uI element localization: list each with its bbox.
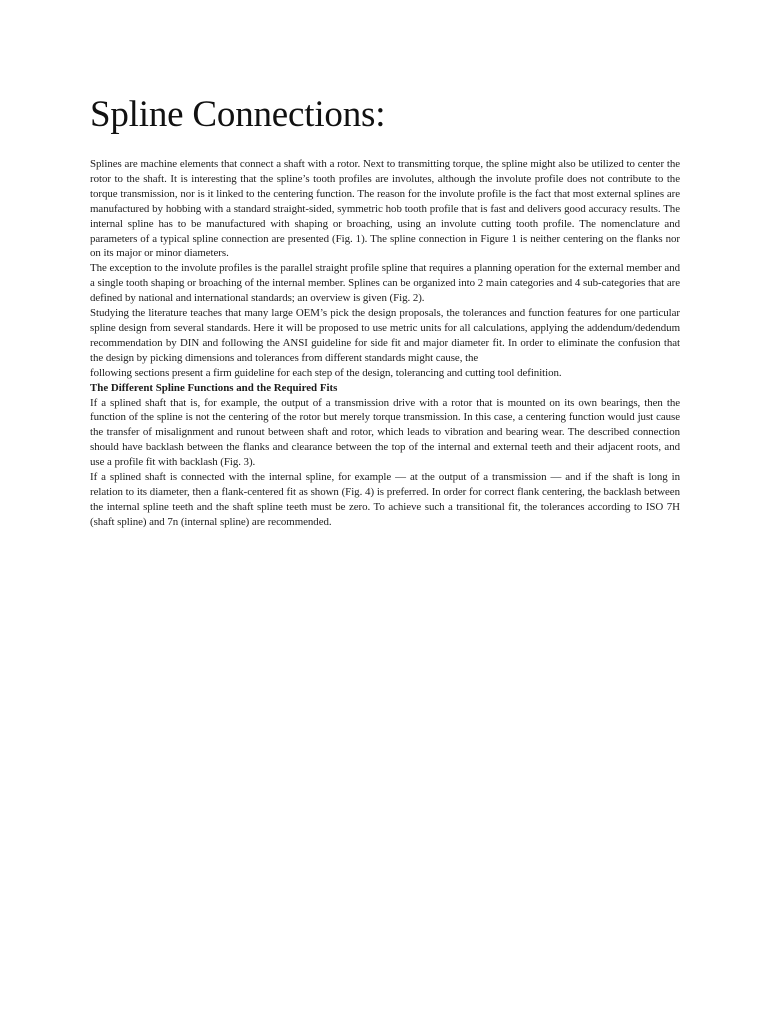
paragraph-literature: Studying the literature teaches that many large OEM’s pick the design proposals, the tolerances and function features for one particular spline design from several standards. Here it will be proposed to use metric units for all calculations, applying the addendum/dedendum recommendation by DIN and following the ANSI guideline for side fit and major diameter fit. In order to eliminate the confusion that the design by picking dimensions and tolerances from different standards might cause, the [90, 307, 680, 364]
paragraph-guideline: following sections present a firm guideline for each step of the design, tolerancing and cutting tool definition. [90, 366, 562, 379]
paragraph-intro: Splines are machine elements that connect a shaft with a rotor. Next to transmitting torque, the spline might also be utilized to center the rotor to the shaft. It is interesting that the spline’s tooth profiles are involutes, although the involute profile does not contribute to the torque transmission, nor is it linked to the centering function. The reason for the involute profile is the fact that most external splines are manufactured by hobbing with a standard straight-sided, symmetric hob tooth profile that is fast and delivers good accuracy results. The internal spline has to be manufactured with shaping or broaching, using an involute cutting tooth profile. The nomenclature and parameters of a typical spline connection are presented (Fig. 1). The spline connection in Figure 1 is neither centering on the flanks nor on its major or minor diameters. [90, 158, 680, 260]
document-body [90, 93, 680, 530]
paragraph-exception: The exception to the involute profiles is the parallel straight profile spline that requires a planning operation for the external member and a single tooth shaping or broaching of the internal member. Splines can be organized into 2 main categories and 4 sub-categories that are defined by national and international standards; an overview is given (Fig. 2). [90, 262, 680, 305]
document-title: Spline Connections: [90, 94, 386, 135]
paragraph-torque-transmission: If a splined shaft that is, for example, the output of a transmission drive with a rotor that is mounted on its own bearings, then the function of the spline is not the centering of the rotor but merely torque transmission. In this case, a centering function would just cause the transfer of misalignment and runout between shaft and rotor, which leads to vibration and bearing wear. The described connection should have backlash between the flanks and clearance between the top of the internal and external teeth and their adjacent roots, and use a profile fit with backlash (Fig. 3). [90, 396, 680, 469]
paragraph-flank-centering: If a splined shaft is connected with the internal spline, for example — at the output of a transmission — and if the shaft is long in relation to its diameter, then a flank-centered fit as shown (Fig. 4) is preferred. In order for correct flank centering, the backlash between the internal spline teeth and the shaft spline teeth must be zero. To achieve such a transitional fit, the tolerances according to ISO 7H (shaft spline) and 7n (internal spline) are recommended. [90, 471, 680, 528]
section-heading: The Different Spline Functions and the Required Fits [90, 381, 338, 394]
